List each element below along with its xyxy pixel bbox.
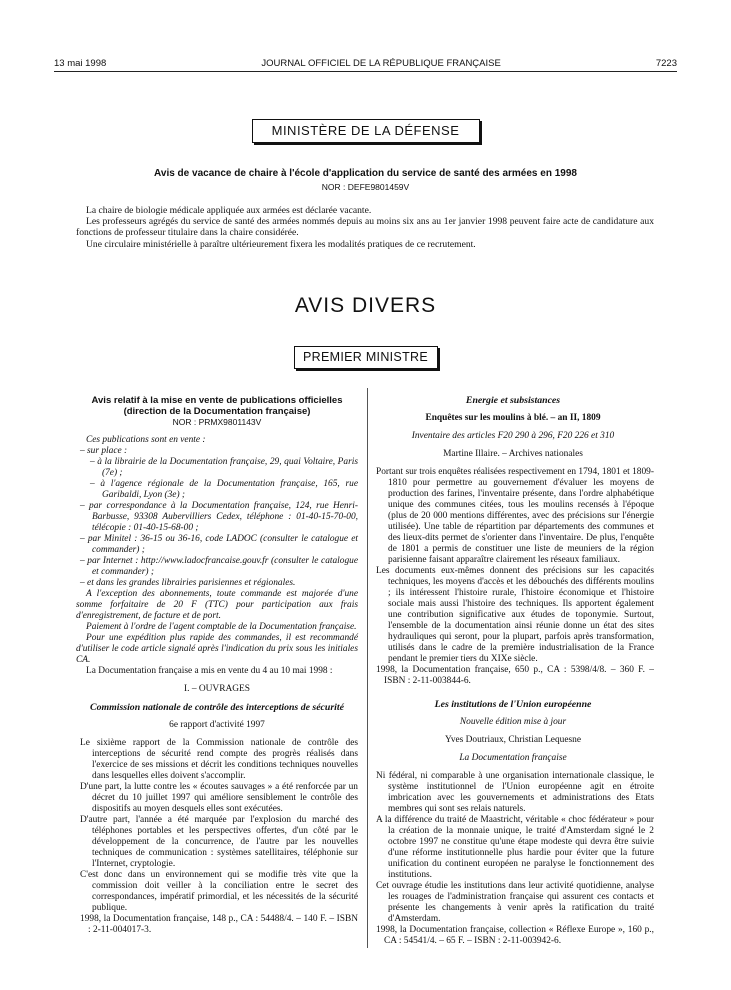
sales-intro: Ces publications sont en vente : — [86, 435, 206, 445]
section-heading: I. – OUVRAGES — [184, 684, 250, 694]
page-header — [54, 56, 677, 70]
moulins-subtitle: Inventaire des articles F20 290 à 296, F20 226 et 310 — [411, 431, 615, 441]
notice-paragraph: Les professeurs agrégés du service de santé des armées nommés depuis au moins six ans au 1er janvier 1998 peuvent faire acte de candidature aux fonctions de professeur titulaire dans la chaire considérée. — [76, 216, 654, 239]
sales-item: – à l'agence régionale de la Documentation française, 165, rue Garibaldi, Lyon (3e) ; — [90, 479, 358, 500]
commission-paragraph: C'est donc dans un environnement qui se modifie très vite que la commission doit veiller à la conciliation entre le secret des correspondances, impératif primordial, et les nécessités de la sécurité publique. — [80, 870, 358, 913]
sales-item: – et dans les grandes librairies parisiennes et régionales. — [80, 578, 296, 588]
institutions-title: Les institutions de l'Union européenne — [434, 699, 592, 710]
institutions-paragraph: Cet ouvrage étudie les institutions dans leur activité quotidienne, analyse les rouages de l'administration française qui assurent ces contacts et présente les changements à venir après la ratification du traité d'Amsterdam. — [376, 881, 654, 924]
avis-divers-heading: AVIS DIVERS — [294, 294, 437, 317]
notice-body — [76, 205, 654, 250]
institutions-publisher: La Documentation française — [459, 753, 567, 763]
left-column — [76, 395, 358, 936]
commission-reference: 1998, la Documentation française, 148 p., CA : 54488/4. – 140 F. – ISBN : 2-11-004017-3. — [80, 914, 358, 935]
moulins-title: Enquêtes sur les moulins à blé. – an II, 1809 — [425, 413, 601, 423]
column-divider — [367, 388, 368, 948]
notice-paragraph: La chaire de biologie médicale appliquée aux armées est déclarée vacante. — [86, 205, 372, 216]
mise-en-vente-line: La Documentation française a mis en vente du 4 au 10 mai 1998 : — [86, 666, 333, 676]
sales-item: – à la librairie de la Documentation française, 29, quai Voltaire, Paris (7e) ; — [90, 457, 358, 478]
sales-note: A l'exception des abonnements, toute commande est majorée d'une somme forfaitaire de 20 F (TTC) pour participation aux frais d'enregistrement, de facture et de port. — [76, 589, 358, 621]
notice-paragraph: Une circulaire ministérielle à paraître ultérieurement fixera les modalités pratiques de ce recrutement. — [86, 238, 476, 250]
right-column — [372, 395, 654, 947]
header-page-number: 7223 — [655, 57, 677, 69]
institutions-edition: Nouvelle édition mise à jour — [459, 717, 567, 727]
publications-title: Avis relatif à la mise en vente de publications officielles (direction de la Documentation française) — [91, 395, 343, 417]
sales-item: – sur place : — [80, 446, 128, 456]
institutions-paragraph: Ni fédéral, ni comparable à une organisation internationale classique, le système institutionnel de l'Union européenne agit en étroite imbrication avec les gouvernements et administrations des Etats membres qui sont ses relais naturels. — [376, 771, 654, 814]
sales-item: – par Minitel : 36-15 ou 36-16, code LADOC (consulter le catalogue et commander) ; — [80, 534, 358, 555]
institutions-paragraph: A la différence du traité de Maastricht, véritable « choc fédérateur » pour la création de la monnaie unique, le traité d'Amsterdam signé le 2 octobre 1997 ne constitue qu'une étape modeste qui devra être suivie d'une réforme institutionnelle plus hardie pour éviter que la future unification du continent européen ne paralyse le fonctionnement des institutions. — [376, 815, 654, 880]
sales-item: – par correspondance à la Documentation française, 124, rue Henri-Barbusse, 93308 Aubervilliers Cedex, téléphone : 01-40-15-70-00, télécopie : 01-40-15-68-00 ; — [80, 501, 358, 533]
sales-item: – par Internet : http://www.ladocfrancaise.gouv.fr (consulter le catalogue et commander) ; — [80, 556, 358, 577]
series-title: Energie et subsistances — [465, 395, 561, 406]
header-rule — [54, 71, 677, 72]
commission-paragraph: D'autre part, l'année a été marquée par l'explosion du marché des téléphones portables et les perspectives offertes, d'un côté par le développement de la concurrence, de l'autre par les nouvelles techniques de communication : systèmes satellitaires, téléphonie sur l'Internet, cryptologie. — [80, 815, 358, 869]
notice-title: Avis de vacance de chaire à l'école d'application du service de santé des armées en 1998 — [154, 168, 577, 179]
rapport-subtitle: 6e rapport d'activité 1997 — [169, 720, 265, 730]
institutions-authors: Yves Doutriaux, Christian Lequesne — [444, 735, 581, 745]
notice-nor: NOR : DEFE9801459V — [321, 182, 410, 192]
moulins-reference: 1998, la Documentation française, 650 p., CA : 5398/4/8. – 360 F. – ISBN : 2-11-003844-6. — [376, 665, 654, 686]
header-journal-title: JOURNAL OFFICIEL DE LA RÉPUBLIQUE FRANÇAISE — [261, 57, 501, 69]
commission-title: Commission nationale de contrôle des interceptions de sécurité — [90, 702, 344, 713]
ministry-heading-box: MINISTÈRE DE LA DÉFENSE — [252, 119, 480, 143]
sales-note: Pour une expédition plus rapide des commandes, il est recommandé d'utiliser le code article signalé après l'indication du prix sous les initiales CA. — [76, 633, 358, 665]
publications-nor: NOR : PRMX9801143V — [172, 417, 262, 427]
moulins-paragraph: Les documents eux-mêmes donnent des précisions sur les capacités techniques, les moyens d'accès et les débouchés des différents moulins ; ils intéressent l'histoire rurale, l'histoire économique et l'histoire sociale mais aussi l'histoire des techniques. Ils apportent également une contribution significative aux études de toponymie. Surtout, l'ensemble de la documentation ainsi réunie donne un état des sites hydrauliques qui seront, pour la plupart, parfois après transformation, utilisés dans le cadre de la première industrialisation de la France pendant le premier tiers du XIXe siècle. — [376, 566, 654, 664]
commission-paragraph: D'une part, la lutte contre les « écoutes sauvages » a été renforcée par un décret du 10 juillet 1997 qui améliore sensiblement le contrôle des dispositifs au moyen desquels elles sont exécutées. — [80, 782, 358, 814]
sales-note: Paiement à l'ordre de l'agent comptable de la Documentation française. — [86, 622, 357, 632]
header-date: 13 mai 1998 — [54, 57, 107, 69]
premier-ministre-box: PREMIER MINISTRE — [294, 346, 438, 369]
commission-paragraph: Le sixième rapport de la Commission nationale de contrôle des interceptions de sécurité rend compte des progrès réalisés dans l'exercice de ses missions et décrit les conditions techniques nouvelles dans lesquelles elles doivent s'accomplir. — [80, 738, 358, 781]
institutions-reference: 1998, la Documentation française, collection « Réflexe Europe », 160 p., CA : 54541/4. – 65 F. – ISBN : 2-11-003942-6. — [376, 925, 654, 946]
moulins-author: Martine Illaire. – Archives nationales — [443, 449, 583, 459]
moulins-paragraph: Portant sur trois enquêtes réalisées respectivement en 1794, 1801 et 1809-1810 pour permettre au gouvernement d'évaluer les moyens de production des farines, l'inventaire présente, dans l'ordre alphabétique unique des communes citées, tous les moulins recensés à l'époque (plus de 20 000 mentions différentes, avec des précisions sur l'énergie utilisée). Une table de répartition par départements des communes et des lieux-dits permet de s'orienter dans l'inventaire. De plus, l'enquête de 1801 a permis de constituer une liste de meuniers de la région parisienne faisant apparaître clairement les réseaux familiaux. — [376, 467, 654, 565]
